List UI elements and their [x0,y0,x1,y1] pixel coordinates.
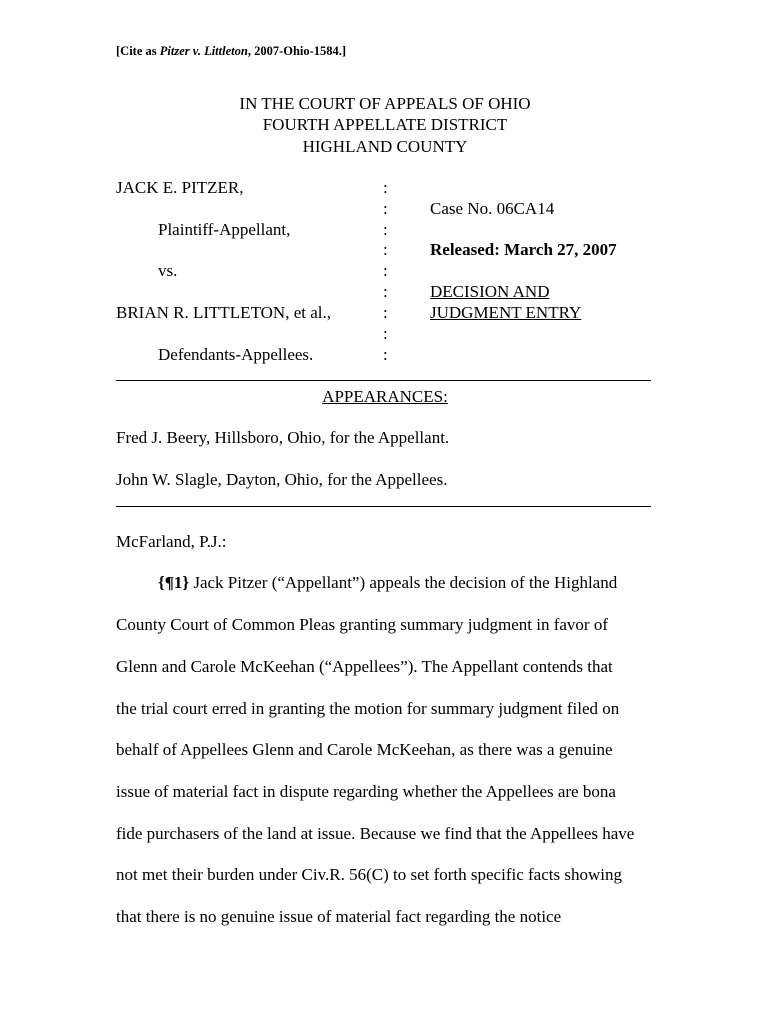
defendant-name: BRIAN R. LITTLETON, et al., [116,303,331,322]
opinion-line: issue of material fact in dispute regarding whether the Appellees are bona [116,782,616,801]
caption-separator: : [383,261,388,280]
opinion-line-text: Jack Pitzer (“Appellant”) appeals the decision of the Highland [189,573,618,592]
caption-separator: : [383,303,388,322]
citation [116,44,346,59]
appearances-heading: APPEARANCES: [322,387,448,406]
caption-separator: : [383,178,388,197]
plaintiff-role: Plaintiff-Appellant, [158,220,291,239]
opinion-line: not met their burden under Civ.R. 56(C) to set forth specific facts showing [116,865,622,884]
court-district: FOURTH APPELLATE DISTRICT [262,115,508,134]
opinion-line: that there is no genuine issue of material fact regarding the notice [116,907,562,926]
citation-suffix: , 2007-Ohio-1584.] [247,44,347,58]
appearance-appellees: John W. Slagle, Dayton, Ohio, for the Appellees. [116,470,448,489]
case-number: Case No. 06CA14 [430,199,555,218]
court-name: IN THE COURT OF APPEALS OF OHIO [239,94,531,113]
plaintiff-name: JACK E. PITZER, [116,178,244,197]
decision-title-line2: JUDGMENT ENTRY [430,303,582,322]
opinion-line: fide purchasers of the land at issue. Because we find that the Appellees have [116,824,635,843]
caption-separator: : [383,345,388,364]
court-county: HIGHLAND COUNTY [302,137,468,156]
caption-separator: : [383,199,388,218]
divider [116,380,651,381]
decision-title: DECISION AND [430,282,550,301]
paragraph-marker: {¶1} [158,573,190,592]
opinion-line [158,573,617,593]
opinion-author: McFarland, P.J.: [116,532,227,551]
opinion-line: behalf of Appellees Glenn and Carole McKeehan, as there was a genuine [116,740,613,759]
defendant-role: Defendants-Appellees. [158,345,314,364]
divider [116,506,651,507]
caption-separator: : [383,240,388,259]
citation-case-name: Pitzer v. Littleton [159,44,248,58]
opinion-line: the trial court erred in granting the motion for summary judgment filed on [116,699,620,718]
caption-separator: : [383,220,388,239]
citation-prefix: [Cite as [116,44,160,58]
caption-separator: : [383,324,388,343]
opinion-line: County Court of Common Pleas granting summary judgment in favor of [116,615,609,634]
opinion-line: Glenn and Carole McKeehan (“Appellees”). The Appellant contends that [116,657,613,676]
versus: vs. [158,261,178,280]
appearance-appellant: Fred J. Beery, Hillsboro, Ohio, for the Appellant. [116,428,450,447]
release-date: Released: March 27, 2007 [430,240,617,259]
caption-separator: : [383,282,388,301]
